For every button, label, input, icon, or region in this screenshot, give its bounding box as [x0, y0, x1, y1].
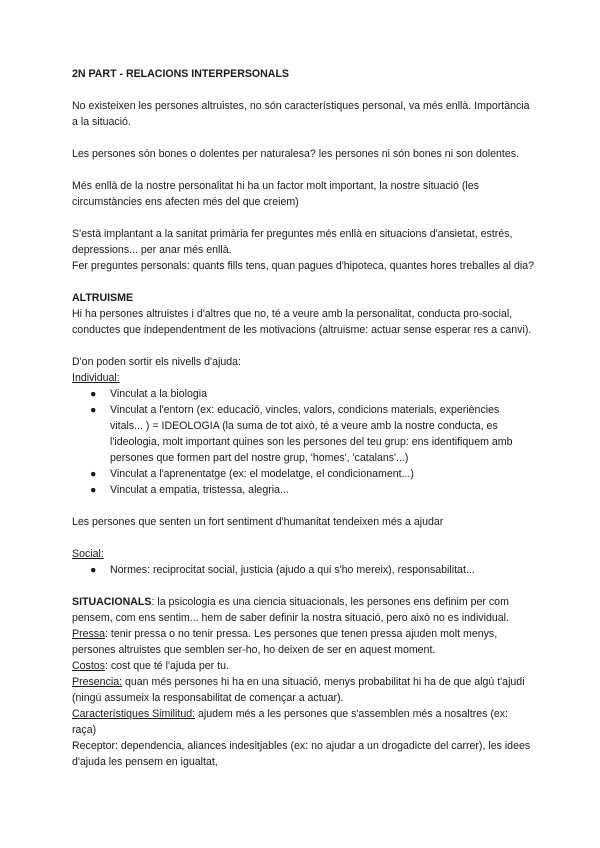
paragraph-presencia: Presencia: quan més persones hi ha en una situació, menys probabilitat hi ha de que algú t'ajudi (ningú assumeix la responsabilitat de començar a actuar).	[72, 676, 525, 704]
paragraph-receptor: Receptor: dependencia, aliances indesitjables (ex: no ajudar a un drogadicte del carrer), les idees d'ajuda les pensem en igualtat,	[72, 740, 531, 768]
label-caracteristiques: Característiques Similitud:	[72, 708, 196, 720]
document-title: 2N PART - RELACIONS INTERPERSONALS	[72, 68, 289, 80]
document-page	[72, 66, 534, 770]
paragraph-altruisme: Hi ha persones altruistes i d'altres que no, té a veure amb la personalitat, conducta pro-social, conductes que independentment de les motivacions (altruisme: actuar sense esperar res a canvi).	[72, 308, 532, 336]
paragraph-preguntes: Fer preguntes personals: quants fills tens, quan pagues d'hipoteca, quantes hores treballes al dia?	[72, 260, 534, 272]
paragraph-altruistes: No existeixen les persones altruistes, no són característiques personal, va més enllà. Importància a la situació.	[72, 100, 530, 128]
bullet-icon: ●	[90, 388, 97, 400]
paragraph-caracteristiques: Característiques Similitud: ajudem més a les persones que s'assemblen més a nosaltres (ex: raça)	[72, 708, 508, 736]
paragraph-situacionals: SITUACIONALS: la psicologia es una ciencia situacionals, les persones ens definim per com pensem, com ens sentim... hem de saber definir la nostra situació, pero això no es individual.	[72, 596, 509, 624]
paragraph-sanitat: S'està implantant a la sanitat primària fer preguntes més enllà en situacions d'ansietat, estrés, depressions... per anar més enllà.	[72, 228, 513, 256]
paragraph-pressa: Pressa: tenir pressa o no tenir pressa. Les persones que tenen pressa ajuden molt menys, persones altruistes que semblen ser-ho, ho deixen de ser en aquest moment.	[72, 628, 498, 656]
list-item: ● Vinculat a l'entorn (ex: educació, vincles, valors, condicions materials, experiències vitals... ) = IDEOLOGIA (la suma de tot això, té a veure amb la nostre conducta, es l'ideologia, molt important quines son les persones del teu grup: ens identifiquem amb persones que formen part del nostre grup, 'homes', 'catalans'...)	[90, 404, 513, 464]
label-social: Social:	[72, 548, 104, 560]
bullet-icon: ●	[90, 468, 97, 480]
label-situacionals: SITUACIONALS	[72, 596, 152, 608]
list-item: ● Normes: reciprocitat social, justicia (ajudo a qui s'ho mereix), responsabilitat...	[90, 564, 475, 576]
label-pressa: Pressa	[72, 628, 105, 640]
bullet-icon: ●	[90, 484, 97, 496]
paragraph-costos: Costos: cost que té l'ajuda per tu.	[72, 660, 229, 672]
label-costos: Costos	[72, 660, 105, 672]
heading-altruisme: ALTRUISME	[72, 292, 134, 304]
bullet-icon: ●	[90, 404, 97, 416]
label-presencia: Presencia:	[72, 676, 123, 688]
list-item: ● Vinculat a l'aprenentatge (ex: el modelatge, el condicionament...)	[90, 468, 414, 480]
paragraph-situacio: Més enllà de la nostre personalitat hi ha un factor molt important, la nostre situació (les circumstàncies ens afecten més del que creiem)	[72, 180, 479, 208]
paragraph-humanitat: Les persones que senten un fort sentiment d'humanitat tendeixen més a ajudar	[72, 516, 444, 528]
list-social	[72, 562, 534, 578]
paragraph-bones-dolentes: Les persones són bones o dolentes per naturalesa? les persones ni són bones ni son dolentes.	[72, 148, 520, 160]
list-item: ● Vinculat a empatia, tristessa, alegria...	[90, 484, 289, 496]
paragraph-nivells: D'on poden sortir els nivells d'ajuda:	[72, 356, 241, 368]
label-individual: Individual:	[72, 372, 120, 384]
list-individual	[72, 386, 534, 498]
list-item: ● Vinculat a la biologia	[90, 388, 207, 400]
bullet-icon: ●	[90, 564, 97, 576]
